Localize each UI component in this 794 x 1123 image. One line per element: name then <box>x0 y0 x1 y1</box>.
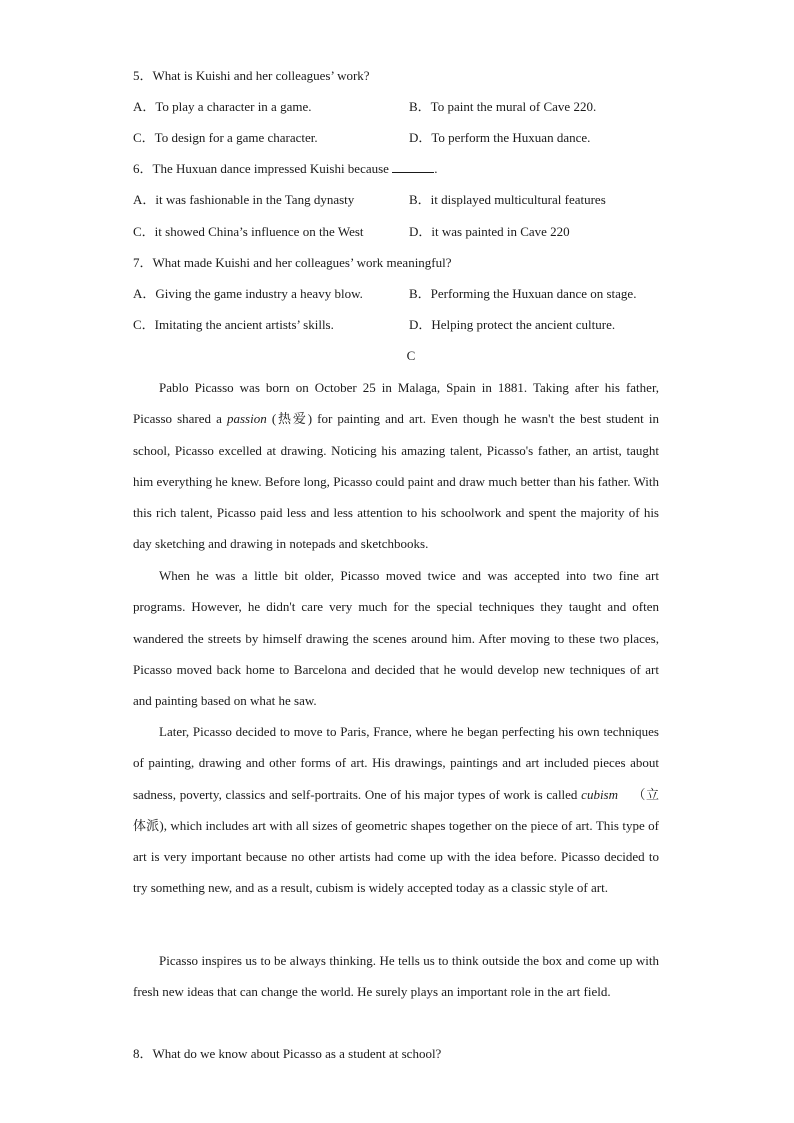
p3-term: cubism <box>581 786 619 802</box>
answer-blank <box>392 160 434 173</box>
question-7-option-d: D．Helping protect the ancient culture. <box>409 317 616 332</box>
section-label: C <box>406 348 416 363</box>
passage-paragraph-1 <box>133 372 659 560</box>
p1-gloss: (热爱) <box>266 411 313 427</box>
question-7-option-a: A．Giving the game industry a heavy blow. <box>133 286 363 301</box>
p3-text-b: , which includes art with all sizes of geometric shapes together on the piece of art. This type of art is very important because no other artists had come up with the idea before. Picasso decided to try something new, and as a result, cubism is widely accepted today as a classic style of art. <box>133 817 659 896</box>
question-6-option-b: B．it displayed multicultural features <box>409 192 606 207</box>
passage-paragraph-3 <box>133 716 659 904</box>
question-5-option-b: B．To paint the mural of Cave 220. <box>409 99 597 114</box>
question-6-option-a: A．it was fashionable in the Tang dynasty <box>133 192 355 207</box>
question-6-option-d: D．it was painted in Cave 220 <box>409 224 570 239</box>
question-6-stem-text: 6．The Huxuan dance impressed Kuishi because <box>133 161 393 176</box>
p1-text-a: Pablo Picasso was born on October 25 in Malaga, Spain in 1881. Taking after his father, Picasso shared a <box>133 380 659 427</box>
question-7-stem: 7．What made Kuishi and her colleagues’ work meaningful? <box>133 255 452 270</box>
passage-paragraph-2 <box>133 560 659 716</box>
question-5-stem: 5．What is Kuishi and her colleagues’ work? <box>133 68 370 83</box>
p1-term: passion <box>227 411 267 427</box>
question-7-option-b: B．Performing the Huxuan dance on stage. <box>409 286 637 301</box>
question-6-option-c: C．it showed China’s influence on the West <box>133 224 364 239</box>
p2-text: When he was a little bit older, Picasso moved twice and was accepted into two fine art programs. However, he didn't care very much for the special techniques they taught and often wandered the streets by himself drawing the scenes around him. After moving to these two places, Picasso moved back home to Barcelona and decided that he would develop new techniques of art and painting based on what he saw. <box>133 568 659 709</box>
p1-text-b: for painting and art. Even though he wasn't the best student in school, Picasso excelled at drawing. Noticing his amazing talent, Picasso's father, an artist, taught him everything he knew. Before long, Picasso could paint and draw much better than his father. With this rich talent, Picasso paid less and less attention to his schoolwork and spent the majority of his day sketching and drawing in notepads and sketchbooks. <box>133 411 659 552</box>
question-6-stem <box>133 160 437 178</box>
p4-text: Picasso inspires us to be always thinking. He tells us to think outside the box and come up with fresh new ideas that can change the world. He surely plays an important role in the art field. <box>133 953 659 1000</box>
p3-text-a: Later, Picasso decided to move to Paris, France, where he began perfecting his own techniques of painting, drawing and other forms of art. His drawings, paintings and art included pieces about sadness, poverty, classics and self-portraits. One of his major types of work is called <box>133 724 659 802</box>
question-7-option-c: C．Imitating the ancient artists’ skills. <box>133 317 334 332</box>
question-5-option-d: D．To perform the Huxuan dance. <box>409 130 591 145</box>
question-8-stem: 8．What do we know about Picasso as a student at school? <box>133 1046 442 1061</box>
question-5-option-c: C．To design for a game character. <box>133 130 318 145</box>
p3-gloss: （立体派) <box>133 786 659 833</box>
question-5-option-a: A．To play a character in a game. <box>133 99 312 114</box>
question-6-stem-end: . <box>434 161 438 176</box>
passage-paragraph-4 <box>133 945 659 1008</box>
